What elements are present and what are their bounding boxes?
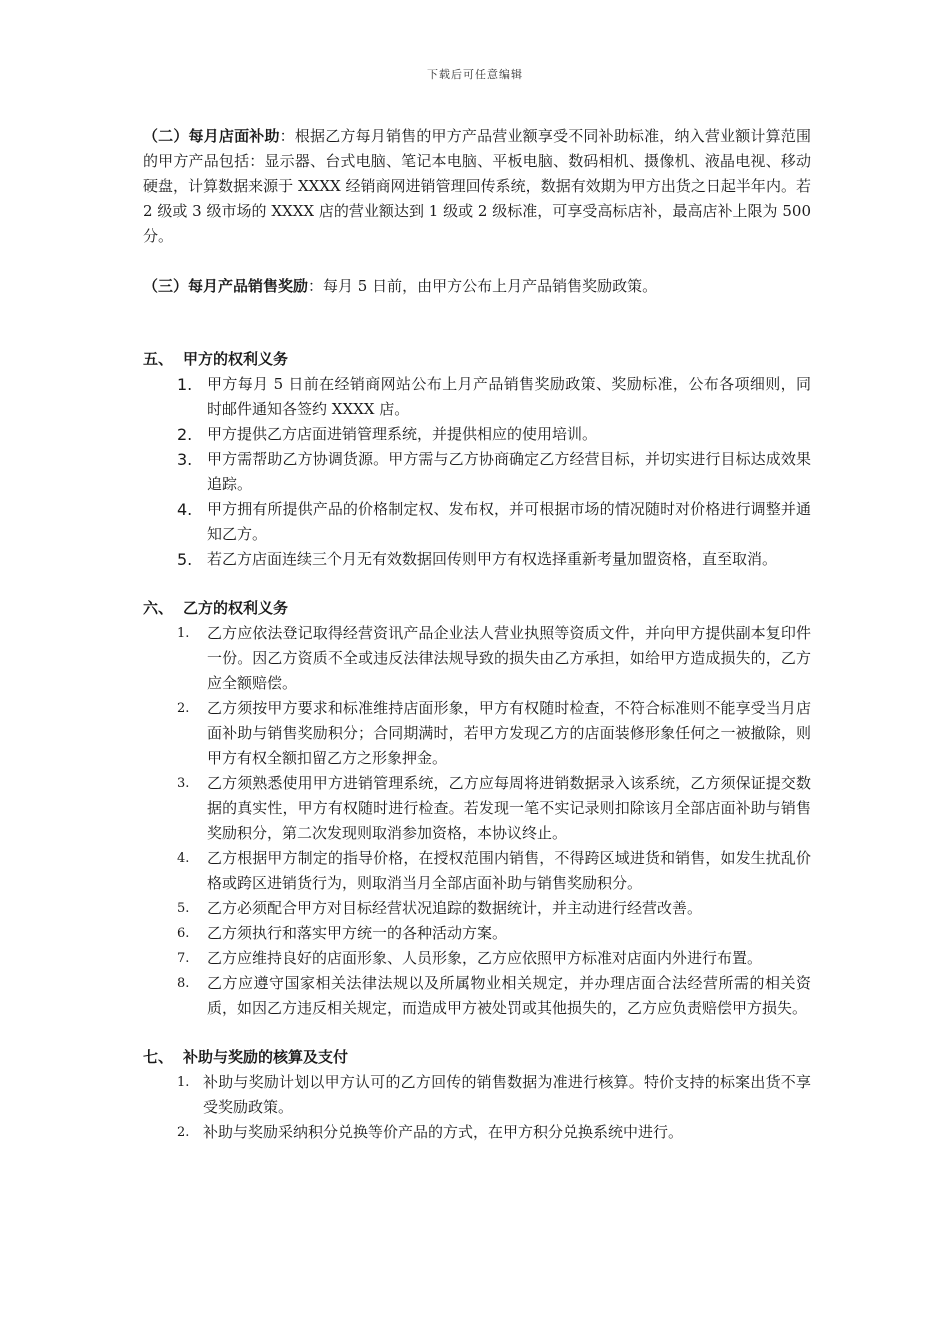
paragraph-monthly-sales-reward (143, 274, 811, 299)
section-title-text: 补助与奖励的核算及支付 (183, 1048, 349, 1066)
list-text: 乙方必须配合甲方对目标经营状况追踪的数据统计，并主动进行经营改善。 (207, 899, 703, 917)
settlement-list (143, 1070, 811, 1145)
list-item (143, 621, 811, 696)
section-number: 七、 (143, 1048, 174, 1066)
list-number: 8. (177, 976, 190, 991)
section-title-text: 乙方的权利义务 (183, 599, 289, 617)
paragraph-monthly-store-subsidy (143, 124, 811, 249)
list-item (143, 372, 811, 422)
party-a-list (143, 372, 811, 572)
list-number: 7. (177, 951, 190, 966)
section-title-text: 甲方的权利义务 (183, 350, 289, 368)
list-item (143, 696, 811, 771)
list-text: 乙方应遵守国家相关法律法规以及所属物业相关规定，并办理店面合法经营所需的相关资质，如因乙方违反相关规定，而造成甲方被处罚或其他损失的，乙方应负责赔偿甲方损失。 (207, 974, 811, 1017)
list-item (143, 1070, 811, 1120)
list-item (143, 422, 811, 447)
list-item (143, 921, 811, 946)
list-item (143, 1120, 811, 1145)
list-text: 乙方应依法登记取得经营资讯产品企业法人营业执照等资质文件，并向甲方提供副本复印件一份。因乙方资质不全或违反法律法规导致的损失由乙方承担，如给甲方造成损失的，乙方应全额赔偿。 (207, 624, 811, 692)
list-item (143, 497, 811, 547)
section-number: 五、 (143, 350, 174, 368)
list-number: 3. (177, 776, 190, 791)
section-title-party-b (143, 596, 811, 621)
list-text: 乙方须按甲方要求和标准维持店面形象，甲方有权随时检查，不符合标准则不能享受当月店面补助与销售奖励积分；合同期满时，若甲方发现乙方的店面装修形象任何之一被撤除，则甲方有权全额扣留乙方之形象押金。 (207, 699, 811, 767)
list-item (143, 846, 811, 896)
list-text: 乙方根据甲方制定的指导价格，在授权范围内销售，不得跨区域进货和销售，如发生扰乱价格或跨区进销货行为，则取消当月全部店面补助与销售奖励积分。 (207, 849, 811, 892)
list-item (143, 771, 811, 846)
list-number: 1. (177, 626, 190, 641)
list-text: 乙方应维持良好的店面形象、人员形象，乙方应依照甲方标准对店面内外进行布置。 (207, 949, 763, 967)
paragraph-label: （二）每月店面补助 (143, 127, 280, 145)
list-number: 6. (177, 926, 190, 941)
list-number: 1. (177, 1075, 190, 1090)
list-text: 若乙方店面连续三个月无有效数据回传则甲方有权选择重新考量加盟资格，直至取消。 (207, 550, 778, 568)
list-number: 2. (177, 425, 193, 444)
list-text: 甲方提供乙方店面进销管理系统，并提供相应的使用培训。 (207, 425, 598, 443)
party-b-list (143, 621, 811, 1021)
paragraph-text: ：根据乙方每月销售的甲方产品营业额享受不同补助标准，纳入营业额计算范围的甲方产品包括：显示器、台式电脑、笔记本电脑、平板电脑、数码相机、摄像机、液晶电视、移动硬盘，计算数据来源于 XXXX 经销商网进销管理回传系统，数据有效期为甲方出货之日起半年内。若 2 级或 3 级市场的 XXXX 店的营业额达到 1 级或 2 级标准，可享受高标店补，最高店补上限为 500 分。 (143, 127, 811, 245)
list-text: 甲方每月 5 日前在经销商网站公布上月产品销售奖励政策、奖励标准，公布各项细则，同时邮件通知各签约 XXXX 店。 (207, 375, 811, 418)
paragraph-text: ：每月 5 日前，由甲方公布上月产品销售奖励政策。 (308, 277, 658, 295)
list-text: 甲方拥有所提供产品的价格制定权、发布权，并可根据市场的情况随时对价格进行调整并通知乙方。 (207, 500, 811, 543)
list-text: 乙方须熟悉使用甲方进销管理系统，乙方应每周将进销数据录入该系统，乙方须保证提交数据的真实性，甲方有权随时进行检查。若发现一笔不实记录则扣除该月全部店面补助与销售奖励积分，第二次发现则取消参加资格，本协议终止。 (207, 774, 811, 842)
list-number: 3. (177, 450, 193, 469)
section-title-party-a (143, 347, 811, 372)
list-item (143, 896, 811, 921)
list-item (143, 547, 811, 572)
list-number: 4. (177, 500, 193, 519)
list-number: 5. (177, 901, 190, 916)
section-number: 六、 (143, 599, 174, 617)
list-item (143, 971, 811, 1021)
list-text: 补助与奖励采纳积分兑换等价产品的方式，在甲方积分兑换系统中进行。 (203, 1123, 684, 1141)
document-body (143, 124, 811, 1145)
list-number: 2. (177, 701, 190, 716)
list-number: 1. (177, 375, 193, 394)
list-item (143, 447, 811, 497)
list-number: 4. (177, 851, 190, 866)
paragraph-label: （三）每月产品销售奖励 (143, 277, 309, 295)
section-title-settlement (143, 1045, 811, 1070)
list-text: 补助与奖励计划以甲方认可的乙方回传的销售数据为准进行核算。特价支持的标案出货不享受奖励政策。 (203, 1073, 811, 1116)
list-number: 2. (177, 1125, 190, 1140)
list-text: 甲方需帮助乙方协调货源。甲方需与乙方协商确定乙方经营目标，并切实进行目标达成效果追踪。 (207, 450, 811, 493)
list-text: 乙方须执行和落实甲方统一的各种活动方案。 (207, 924, 508, 942)
page-header: 下载后可任意编辑 (427, 68, 523, 81)
list-item (143, 946, 811, 971)
list-number: 5. (177, 550, 193, 569)
